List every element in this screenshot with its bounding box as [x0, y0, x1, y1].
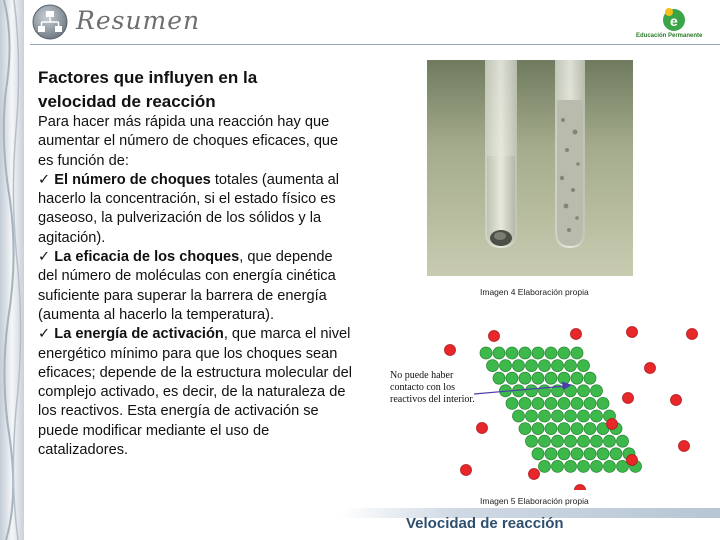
body-text — [38, 113, 354, 460]
section-title: Factores que influyen en la velocidad de reacción — [38, 68, 258, 111]
diagram-note: No puede haber contacto con los reactivos del interior. — [390, 370, 475, 405]
reactant-particle — [532, 347, 544, 359]
reactant-particle — [558, 347, 570, 359]
reactant-particle — [584, 448, 596, 460]
reactant-particle — [617, 435, 629, 447]
footer-title: Velocidad de reacción — [406, 515, 564, 532]
factor-2-title: La eficacia de los choques — [54, 249, 240, 266]
reactant-particle — [539, 460, 551, 472]
reactant-particle — [545, 397, 557, 409]
reactant-particle — [578, 460, 590, 472]
reactant-particle — [552, 360, 564, 372]
external-particle — [627, 327, 638, 338]
external-particle — [645, 363, 656, 374]
external-particle — [571, 329, 582, 340]
external-particle — [623, 393, 634, 404]
reactant-particle — [545, 372, 557, 384]
figure-caption-5: Imagen 5 Elaboración propia — [480, 496, 589, 506]
reactant-particle — [506, 372, 518, 384]
reactant-particle — [519, 423, 531, 435]
reactant-particle — [591, 410, 603, 422]
reactant-particle — [526, 410, 538, 422]
external-particle — [627, 455, 638, 466]
factor-1-title: El número de choques — [54, 171, 211, 188]
reactant-particle — [545, 423, 557, 435]
reactant-particle — [584, 423, 596, 435]
reactant-particle — [578, 410, 590, 422]
external-particle — [671, 395, 682, 406]
reactant-particle — [558, 397, 570, 409]
reactant-particle — [532, 423, 544, 435]
reactant-particle — [597, 448, 609, 460]
external-particle — [607, 419, 618, 430]
reactant-particle — [526, 385, 538, 397]
reactant-particle — [532, 448, 544, 460]
external-particle — [489, 331, 500, 342]
reactant-particle — [532, 397, 544, 409]
factor-3-text: , que marca el nivel energético mínimo para que los choques sean eficaces; depende de la estructura molecular del complejo activado, es decir, de la naturaleza de los reactivos. Esta energía de activación se puede modificar mediante el uso de catalizadores. — [38, 326, 352, 459]
reactant-particle — [526, 435, 538, 447]
reactant-particle — [493, 347, 505, 359]
reactant-particle — [591, 435, 603, 447]
check-icon: ✓ — [38, 249, 51, 266]
intro-text: Para hacer más rápida una reacción hay que aumentar el número de choques eficaces, que es función de: — [38, 114, 339, 169]
test-tubes-photo — [427, 60, 633, 276]
brand-name: Educación Permanente — [636, 33, 703, 39]
reactant-particle — [584, 372, 596, 384]
reactant-particle — [591, 460, 603, 472]
reactant-particle — [539, 435, 551, 447]
reactant-particle — [565, 410, 577, 422]
reactant-particle — [532, 372, 544, 384]
reactant-particle — [578, 360, 590, 372]
svg-text:e: e — [670, 13, 678, 29]
reactant-particle — [487, 360, 499, 372]
reactant-particle — [571, 448, 583, 460]
reactant-particle — [480, 347, 492, 359]
reactant-particle — [558, 423, 570, 435]
reactant-particle — [526, 360, 538, 372]
reactant-particle — [545, 347, 557, 359]
flowchart-logo-icon — [30, 4, 70, 40]
check-icon: ✓ — [38, 326, 51, 343]
reactant-particle — [604, 460, 616, 472]
reactant-particle — [578, 385, 590, 397]
reactant-particle — [513, 410, 525, 422]
figure-caption-4: Imagen 4 Elaboración propia — [480, 287, 589, 297]
reactant-particle — [597, 397, 609, 409]
reactant-particle — [584, 397, 596, 409]
external-particle — [687, 329, 698, 340]
external-particle — [575, 485, 586, 491]
factor-3-title: La energía de activación — [54, 326, 224, 343]
reactant-particle — [558, 448, 570, 460]
reactant-particle — [519, 397, 531, 409]
left-ribbon — [0, 0, 24, 540]
reactant-particle — [545, 448, 557, 460]
reactant-particle — [604, 435, 616, 447]
external-particle — [445, 345, 456, 356]
reactant-particle — [506, 347, 518, 359]
reactant-particle — [506, 397, 518, 409]
reactant-particle — [552, 460, 564, 472]
external-particle — [461, 465, 472, 476]
reactant-particle — [591, 385, 603, 397]
reactant-particle — [565, 460, 577, 472]
reactant-particle — [565, 360, 577, 372]
reactant-particle — [571, 423, 583, 435]
reactant-particle — [519, 347, 531, 359]
reactant-particle — [578, 435, 590, 447]
reactant-particle — [552, 435, 564, 447]
reactant-particle — [539, 385, 551, 397]
reactant-particle — [610, 448, 622, 460]
page-title: Resumen — [76, 6, 201, 35]
reactant-particle — [539, 360, 551, 372]
external-particle — [477, 423, 488, 434]
factor-1-text: totales (aumenta al hacerlo la concentración, si el estado físico es gaseoso, la pulverización de los sólidos y la agitación). — [38, 171, 339, 246]
reactant-particle — [513, 360, 525, 372]
reactant-particle — [500, 360, 512, 372]
check-icon: ✓ — [38, 171, 51, 188]
reactant-particle — [571, 347, 583, 359]
header-divider — [30, 44, 720, 45]
reactant-particle — [493, 372, 505, 384]
external-particle — [679, 441, 690, 452]
reactant-particle — [571, 397, 583, 409]
factor-2-text: , que depende del número de moléculas con energía cinética suficiente para superar la barrera de energía (aumenta al hacerlo la temperatura). — [38, 249, 336, 323]
reactant-particle — [571, 372, 583, 384]
reactant-particle — [552, 410, 564, 422]
reactant-particle — [519, 372, 531, 384]
reactant-particle — [539, 410, 551, 422]
external-particle — [529, 469, 540, 480]
reactant-particle — [565, 435, 577, 447]
